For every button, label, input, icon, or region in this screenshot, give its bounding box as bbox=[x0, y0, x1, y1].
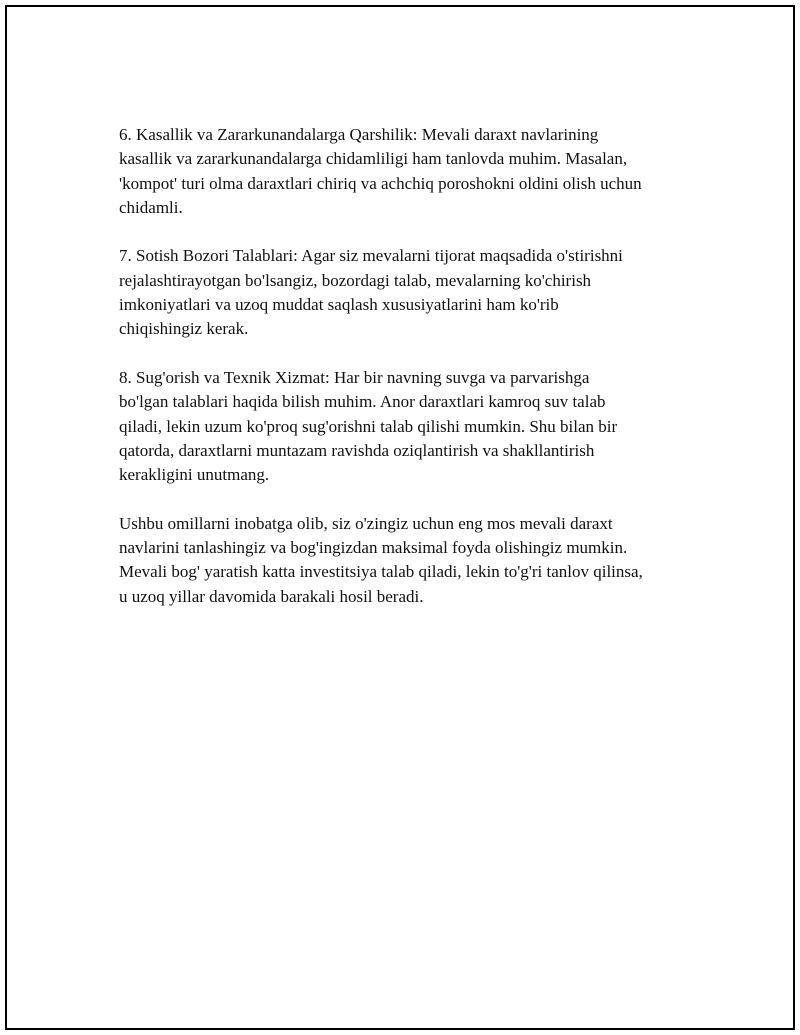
text-line: 6. Kasallik va Zararkunandalarga Qarshilik: Mevali daraxt navlarining bbox=[119, 125, 599, 144]
page-frame bbox=[5, 5, 795, 1030]
text-line: chiqishingiz kerak. bbox=[119, 319, 249, 339]
document-body bbox=[119, 123, 719, 633]
text-line: Mevali bog' yaratish katta investitsiya talab qiladi, lekin to'g'ri tanlov qilinsa, bbox=[119, 562, 643, 582]
paragraph-disease-resistance bbox=[119, 123, 719, 220]
text-line: qiladi, lekin uzum ko'proq sug'orishni talab qilishi mumkin. Shu bilan bir bbox=[119, 416, 618, 436]
text-line: qatorda, daraxtlarni muntazam ravishda oziqlantirish va shakllantirish bbox=[119, 440, 595, 460]
text-line: navlarini tanlashingiz va bog'ingizdan maksimal foyda olishingiz mumkin. bbox=[119, 538, 628, 558]
text-line: rejalashtirayotgan bo'lsangiz, bozordagi talab, mevalarning ko'chirish bbox=[119, 270, 592, 290]
text-line: Ushbu omillarni inobatga olib, siz o'zingiz uchun eng mos mevali daraxt bbox=[119, 513, 613, 533]
text-line: u uzoq yillar davomida barakali hosil beradi. bbox=[119, 586, 424, 606]
text-line: 8. Sug'orish va Texnik Xizmat: Har bir navning suvga va parvarishga bbox=[119, 367, 590, 387]
paragraph-market-requirements bbox=[119, 244, 719, 341]
text-line: imkoniyatlari va uzoq muddat saqlash xususiyatlarini ham ko'rib bbox=[119, 295, 559, 315]
paragraph-conclusion bbox=[119, 512, 719, 609]
text-line: kerakligini unutmang. bbox=[119, 465, 270, 485]
text-line: bo'lgan talablari haqida bilish muhim. Anor daraxtlari kamroq suv talab bbox=[119, 392, 606, 412]
text-line: kasallik va zararkunandalarga chidamliligi ham tanlovda muhim. Masalan, bbox=[119, 149, 628, 169]
paragraph-irrigation-maintenance bbox=[119, 366, 719, 487]
text-line: chidamli. bbox=[119, 197, 183, 217]
text-line: 7. Sotish Bozori Talablari: Agar siz mevalarni tijorat maqsadida o'stirishni bbox=[119, 246, 623, 266]
text-line: 'kompot' turi olma daraxtlari chiriq va achchiq poroshokni oldini olish uchun bbox=[119, 173, 642, 193]
